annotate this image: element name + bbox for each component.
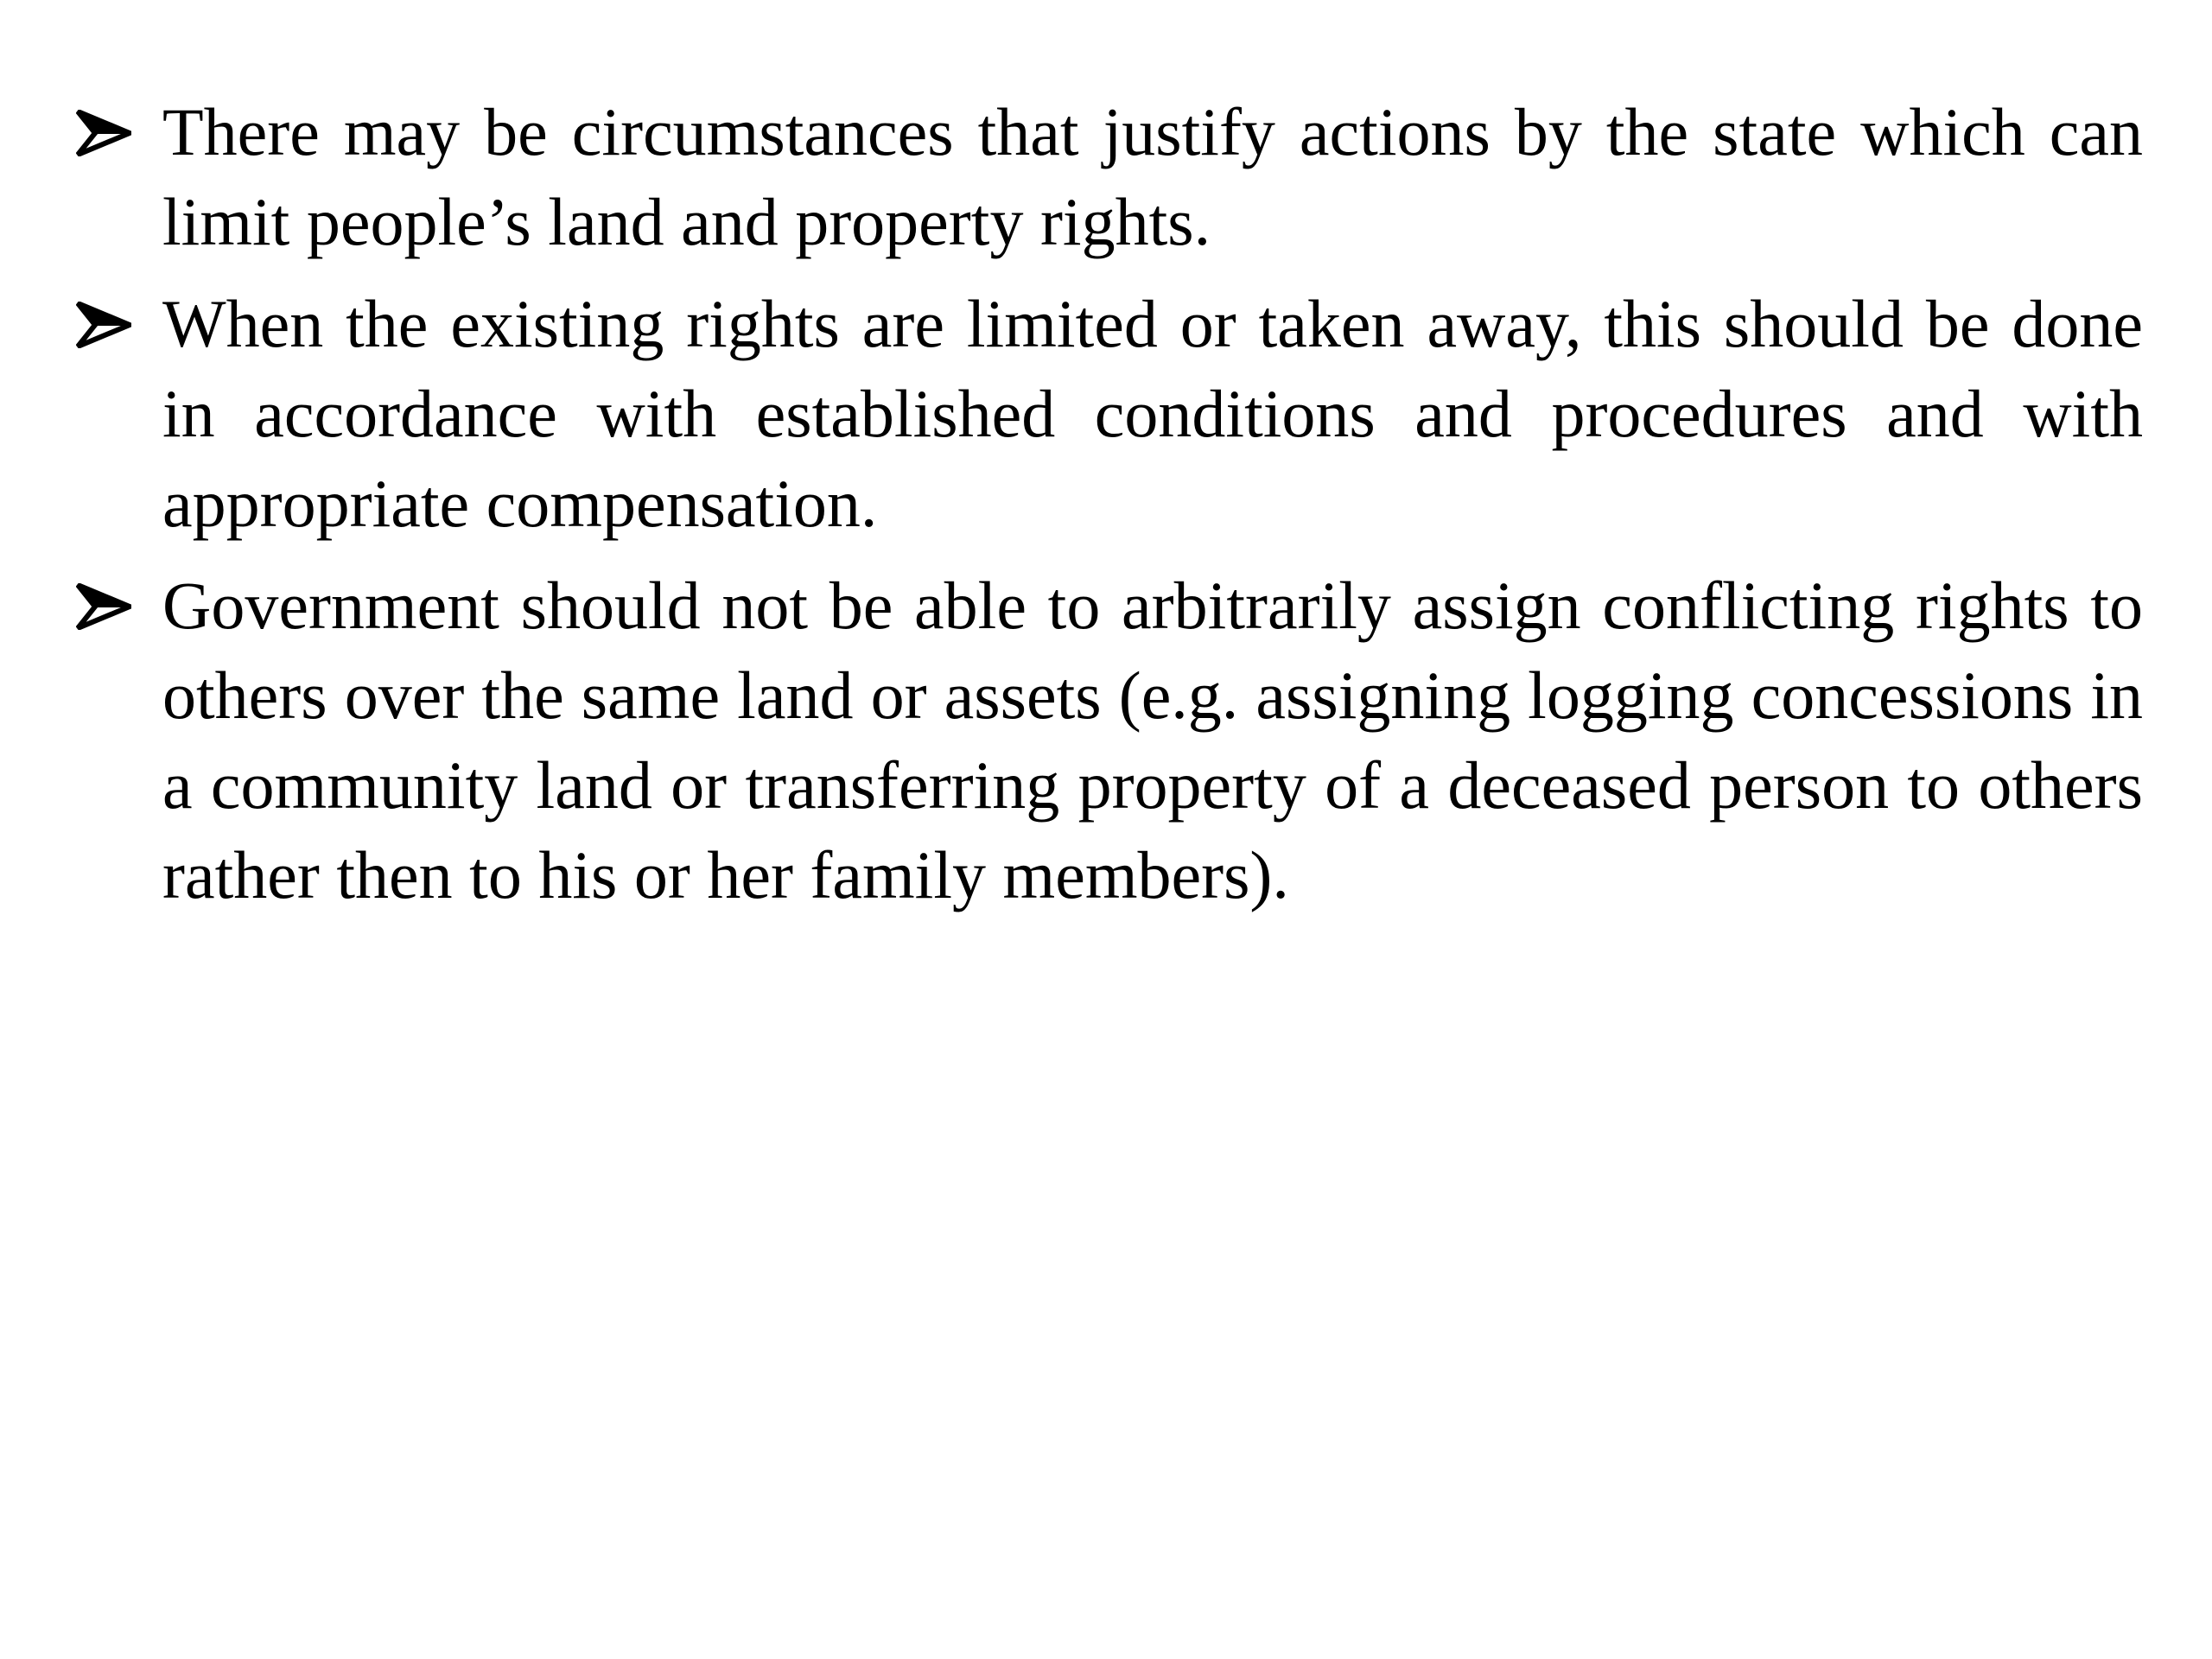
arrowhead-bullet-icon <box>76 302 131 348</box>
list-item <box>76 279 2143 549</box>
bullet-list <box>76 87 2143 932</box>
bullet-text: There may be circumstances that justify actions by the state which can limit people’s land and property rights. <box>162 94 2143 259</box>
bullet-text: Government should not be able to arbitrarily assign conflicting rights to others over the same land or assets (e.g. assigning logging concessions in a community land or transferring property of a deceased person to others rather then to his or her family members). <box>162 568 2143 912</box>
list-item <box>76 87 2143 267</box>
bullet-text: When the existing rights are limited or taken away, this should be done in accordance with established conditions and procedures and with appropriate compensation. <box>162 286 2143 541</box>
arrowhead-bullet-icon <box>76 583 131 630</box>
arrowhead-bullet-icon <box>76 110 131 156</box>
list-item <box>76 561 2143 920</box>
